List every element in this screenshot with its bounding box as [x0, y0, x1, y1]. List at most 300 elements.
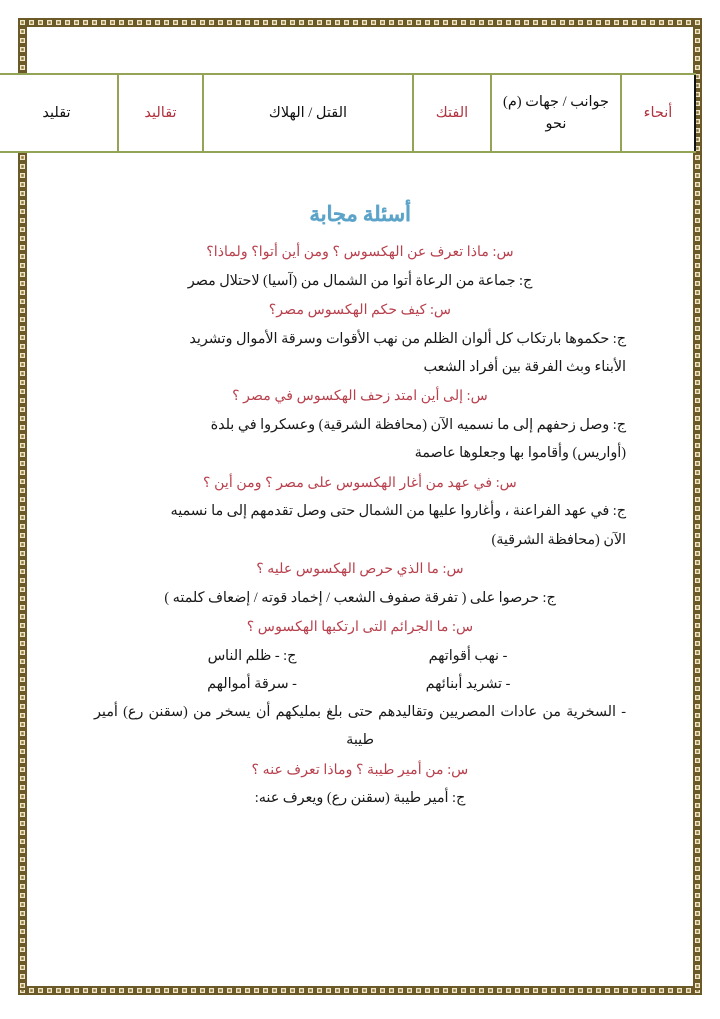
vocab-cell-1: جوانب / جهات (م) نحو: [491, 74, 621, 152]
border-bead: [693, 666, 702, 675]
border-bead: [504, 986, 513, 995]
border-bead: [18, 792, 27, 801]
border-bead: [18, 819, 27, 828]
border-bead: [369, 18, 378, 27]
answer-two-column-row: [60, 670, 660, 698]
border-bead: [693, 873, 702, 882]
border-bead: [18, 198, 27, 207]
border-bead: [144, 986, 153, 995]
border-bead: [693, 198, 702, 207]
border-bead: [495, 18, 504, 27]
border-bead: [18, 171, 27, 180]
vocab-cell-4: تقاليد: [118, 74, 203, 152]
border-bead: [18, 342, 27, 351]
border-bead: [693, 729, 702, 738]
border-bead: [693, 171, 702, 180]
border-bead: [693, 414, 702, 423]
border-bead: [27, 18, 36, 27]
border-bead: [648, 18, 657, 27]
border-bead: [675, 18, 684, 27]
border-bead: [18, 18, 27, 27]
border-bead: [18, 711, 27, 720]
border-bead: [693, 900, 702, 909]
border-bead: [18, 180, 27, 189]
border-bead: [639, 986, 648, 995]
border-bead: [18, 279, 27, 288]
border-bead: [117, 18, 126, 27]
border-bead: [18, 324, 27, 333]
border-bead: [693, 297, 702, 306]
border-bead: [18, 441, 27, 450]
border-bead: [621, 986, 630, 995]
border-bead: [207, 18, 216, 27]
border-bead: [279, 986, 288, 995]
border-bead: [18, 576, 27, 585]
border-bead: [72, 18, 81, 27]
border-bead: [18, 459, 27, 468]
border-bead: [18, 936, 27, 945]
border-bead: [693, 585, 702, 594]
qa-block: [60, 556, 660, 612]
border-bead: [18, 531, 27, 540]
border-bead: [18, 369, 27, 378]
border-bead: [693, 189, 702, 198]
border-bead: [693, 27, 702, 36]
border-bead: [18, 918, 27, 927]
border-bead: [18, 675, 27, 684]
border-bead: [18, 27, 27, 36]
border-bead: [603, 18, 612, 27]
border-bead: [27, 986, 36, 995]
border-bead: [18, 864, 27, 873]
border-bead: [162, 18, 171, 27]
border-bead: [693, 495, 702, 504]
border-bead: [693, 981, 702, 990]
border-bead: [693, 747, 702, 756]
border-bead: [693, 648, 702, 657]
border-bead: [693, 675, 702, 684]
border-bead: [234, 986, 243, 995]
border-bead: [45, 986, 54, 995]
border-bead: [549, 18, 558, 27]
border-bead: [477, 18, 486, 27]
answer-item: - سرقة أموالهم: [207, 675, 297, 692]
border-bead: [18, 189, 27, 198]
border-bead: [18, 495, 27, 504]
border-bead: [18, 243, 27, 252]
border-bead: [639, 18, 648, 27]
answer-text: الآن (محافظة الشرقية): [491, 531, 626, 548]
border-bead: [594, 18, 603, 27]
border-bead: [243, 18, 252, 27]
border-bead: [693, 684, 702, 693]
border-bead: [18, 927, 27, 936]
border-bead: [540, 18, 549, 27]
border-bead: [18, 252, 27, 261]
border-bead: [297, 986, 306, 995]
border-bead: [423, 986, 432, 995]
border-bead: [693, 693, 702, 702]
border-bead: [18, 405, 27, 414]
border-bead: [126, 18, 135, 27]
border-bead: [18, 621, 27, 630]
border-bead: [693, 855, 702, 864]
border-bead: [387, 986, 396, 995]
border-bead: [18, 477, 27, 486]
border-bead: [693, 567, 702, 576]
border-bead: [18, 396, 27, 405]
border-bead: [693, 756, 702, 765]
border-bead: [693, 180, 702, 189]
border-bead: [18, 693, 27, 702]
border-bead: [90, 986, 99, 995]
border-bead: [351, 986, 360, 995]
answer-text: ج: في عهد الفراعنة ، وأغاروا عليها من الشمال حتى وصل تقدمهم إلى ما نسميه: [170, 503, 626, 520]
border-bead: [18, 882, 27, 891]
border-bead: [486, 18, 495, 27]
question-text: س: ما الذي حرص الهكسوس عليه ؟: [256, 560, 464, 577]
question-text: س: إلى أين امتد زحف الهكسوس في مصر ؟: [232, 388, 488, 405]
vocab-cell-3: القتل / الهلاك: [203, 74, 413, 152]
border-bead: [18, 306, 27, 315]
border-bead: [351, 18, 360, 27]
border-bead: [693, 270, 702, 279]
qa-block: [60, 470, 660, 554]
vocab-cell-0: أنحاء: [621, 74, 695, 152]
border-bead: [18, 828, 27, 837]
border-bead: [18, 549, 27, 558]
border-bead: [18, 513, 27, 522]
border-bead: [432, 18, 441, 27]
vocab-cell-5: تقليد: [0, 74, 118, 152]
border-bead: [171, 986, 180, 995]
border-bead: [243, 986, 252, 995]
border-bead: [306, 18, 315, 27]
border-bead: [693, 18, 702, 27]
border-bead: [477, 986, 486, 995]
border-bead: [18, 900, 27, 909]
border-bead: [18, 783, 27, 792]
border-bead: [693, 396, 702, 405]
border-bead: [693, 882, 702, 891]
border-bead: [261, 986, 270, 995]
answer-text: ج: أمير طيبة (سقنن رع) ويعرف عنه:: [254, 790, 466, 807]
question-text: س: في عهد من أغار الهكسوس على مصر ؟ ومن أين ؟: [203, 474, 517, 491]
border-bead: [18, 63, 27, 72]
border-bead: [189, 18, 198, 27]
border-bead: [18, 774, 27, 783]
border-bead: [630, 18, 639, 27]
border-bead: [45, 18, 54, 27]
border-bead: [693, 234, 702, 243]
border-bead: [693, 702, 702, 711]
vocabulary-table-container: [42, 73, 696, 153]
border-bead: [18, 378, 27, 387]
border-bead: [216, 986, 225, 995]
border-bead: [531, 986, 540, 995]
border-bead: [666, 986, 675, 995]
border-bead: [18, 54, 27, 63]
border-bead: [18, 639, 27, 648]
answer-text: ج: حكموها بارتكاب كل ألوان الظلم من نهب الأقوات وسرقة الأموال وتشريد: [189, 330, 626, 347]
border-bead: [693, 405, 702, 414]
border-bead: [18, 909, 27, 918]
border-bead: [306, 986, 315, 995]
border-bead: [585, 18, 594, 27]
border-bead: [18, 351, 27, 360]
border-bead: [675, 986, 684, 995]
border-bead: [522, 18, 531, 27]
question-text: س: ماذا تعرف عن الهكسوس ؟ ومن أين أتوا؟ ولماذا؟: [206, 244, 514, 260]
border-bead: [18, 810, 27, 819]
border-bead: [18, 702, 27, 711]
border-bead: [387, 18, 396, 27]
border-bead: [72, 986, 81, 995]
border-bead: [270, 986, 279, 995]
border-bead: [693, 45, 702, 54]
answer-item: - تشريد أبنائهم: [425, 675, 511, 692]
border-bead: [225, 18, 234, 27]
border-bead: [693, 828, 702, 837]
border-bead: [18, 729, 27, 738]
border-bead: [18, 468, 27, 477]
border-bead: [171, 18, 180, 27]
border-bead: [693, 378, 702, 387]
answer-item: ج: - ظلم الناس: [207, 647, 297, 664]
border-bead: [693, 333, 702, 342]
border-bead: [693, 774, 702, 783]
border-bead: [693, 36, 702, 45]
border-bead: [540, 986, 549, 995]
border-bead: [18, 315, 27, 324]
border-bead: [432, 986, 441, 995]
border-bead: [657, 18, 666, 27]
border-bead: [693, 243, 702, 252]
border-bead: [693, 639, 702, 648]
border-bead: [693, 801, 702, 810]
border-bead: [693, 549, 702, 558]
border-bead: [198, 986, 207, 995]
border-bead: [18, 360, 27, 369]
document-sheet: [34, 34, 686, 979]
border-bead: [18, 45, 27, 54]
border-bead: [531, 18, 540, 27]
border-bead: [504, 18, 513, 27]
border-bead: [18, 333, 27, 342]
answer-text: - السخرية من عادات المصريين وتقاليدهم حتى بلغ بمليكهم أن يسخر من (سقنن رع) أمير طيبة: [94, 704, 626, 749]
border-bead: [279, 18, 288, 27]
border-bead: [288, 986, 297, 995]
border-bead: [126, 986, 135, 995]
qa-block: [60, 297, 660, 381]
answer-text: ج: وصل زحفهم إلى ما نسميه الآن (محافظة الشرقية) وعسكروا في بلدة: [210, 416, 626, 433]
border-bead: [603, 986, 612, 995]
border-bead: [513, 18, 522, 27]
border-bead: [693, 369, 702, 378]
border-bead: [18, 837, 27, 846]
border-bead: [693, 54, 702, 63]
border-bead: [612, 18, 621, 27]
border-bead: [486, 986, 495, 995]
border-bead: [18, 954, 27, 963]
border-bead: [693, 927, 702, 936]
border-bead: [567, 986, 576, 995]
qa-block: [60, 383, 660, 467]
border-bead: [99, 986, 108, 995]
border-bead: [693, 477, 702, 486]
qa-block: [60, 757, 660, 813]
border-bead: [693, 423, 702, 432]
vocabulary-table: [0, 73, 696, 153]
border-bead: [18, 657, 27, 666]
border-bead: [18, 765, 27, 774]
border-bead: [576, 986, 585, 995]
border-bead: [18, 963, 27, 972]
border-bead: [558, 986, 567, 995]
border-bead: [333, 986, 342, 995]
border-bead: [360, 18, 369, 27]
border-bead: [18, 297, 27, 306]
border-bead: [324, 986, 333, 995]
border-bead: [18, 972, 27, 981]
border-bead: [378, 18, 387, 27]
border-bead: [693, 918, 702, 927]
border-bead: [648, 986, 657, 995]
question-text: س: من أمير طيبة ؟ وماذا تعرف عنه ؟: [251, 761, 469, 778]
border-bead: [18, 603, 27, 612]
border-bead: [693, 225, 702, 234]
border-bead: [18, 684, 27, 693]
border-bead: [693, 909, 702, 918]
border-bead: [558, 18, 567, 27]
border-bead: [18, 153, 27, 162]
border-bead: [18, 234, 27, 243]
border-bead: [18, 225, 27, 234]
qa-list: [60, 239, 660, 815]
answer-two-column-row: [60, 642, 660, 670]
border-bead: [459, 18, 468, 27]
border-bead: [18, 648, 27, 657]
border-bead: [693, 432, 702, 441]
border-bead: [693, 216, 702, 225]
border-bead: [693, 558, 702, 567]
border-bead: [693, 441, 702, 450]
border-bead: [693, 387, 702, 396]
border-bead: [693, 711, 702, 720]
border-bead: [693, 513, 702, 522]
border-bead: [693, 783, 702, 792]
border-bead: [693, 288, 702, 297]
border-bead: [261, 18, 270, 27]
border-bead: [378, 986, 387, 995]
border-bead: [693, 972, 702, 981]
border-bead: [693, 936, 702, 945]
border-bead: [315, 986, 324, 995]
answer-text: (أواريس) وأقاموا بها وجعلوها عاصمة: [414, 445, 626, 462]
question-text: س: كيف حكم الهكسوس مصر؟: [268, 301, 452, 318]
border-bead: [549, 986, 558, 995]
border-bead: [225, 986, 234, 995]
border-bead: [693, 945, 702, 954]
border-bead: [693, 720, 702, 729]
border-bead: [693, 522, 702, 531]
border-bead: [36, 986, 45, 995]
border-beads-left: [18, 18, 27, 990]
border-bead: [693, 252, 702, 261]
border-bead: [324, 18, 333, 27]
border-bead: [153, 986, 162, 995]
border-bead: [162, 986, 171, 995]
border-bead: [18, 747, 27, 756]
qa-block: [60, 614, 660, 755]
border-bead: [450, 18, 459, 27]
border-bead: [18, 756, 27, 765]
border-bead: [207, 986, 216, 995]
answer-item: - نهب أقواتهم: [428, 647, 508, 664]
border-bead: [342, 18, 351, 27]
border-beads-right: [693, 18, 702, 990]
vocab-cell-2: الفتك: [413, 74, 491, 152]
border-bead: [693, 324, 702, 333]
border-bead: [414, 18, 423, 27]
border-bead: [144, 18, 153, 27]
border-bead: [135, 986, 144, 995]
border-bead: [18, 261, 27, 270]
border-bead: [693, 351, 702, 360]
border-bead: [693, 594, 702, 603]
border-bead: [36, 18, 45, 27]
border-bead: [693, 819, 702, 828]
border-bead: [666, 18, 675, 27]
border-bead: [693, 846, 702, 855]
border-bead: [693, 891, 702, 900]
border-bead: [405, 986, 414, 995]
border-bead: [18, 873, 27, 882]
border-bead: [297, 18, 306, 27]
border-bead: [495, 986, 504, 995]
border-bead: [693, 738, 702, 747]
border-bead: [18, 945, 27, 954]
border-bead: [693, 207, 702, 216]
border-bead: [18, 720, 27, 729]
border-bead: [18, 387, 27, 396]
border-bead: [693, 261, 702, 270]
border-bead: [693, 162, 702, 171]
border-bead: [513, 986, 522, 995]
border-bead: [684, 18, 693, 27]
answer-text: ج: حرصوا على ( تفرقة صفوف الشعب / إخماد قوته / إضعاف كلمته ): [164, 589, 556, 606]
border-bead: [693, 603, 702, 612]
border-bead: [18, 270, 27, 279]
border-bead: [18, 414, 27, 423]
border-bead: [18, 36, 27, 45]
border-bead: [441, 18, 450, 27]
border-bead: [18, 522, 27, 531]
border-bead: [693, 342, 702, 351]
border-bead: [18, 612, 27, 621]
border-bead: [18, 567, 27, 576]
border-bead: [18, 585, 27, 594]
border-bead: [693, 531, 702, 540]
border-bead: [693, 63, 702, 72]
border-bead: [18, 207, 27, 216]
border-bead: [405, 18, 414, 27]
border-bead: [135, 18, 144, 27]
border-beads-top: [18, 18, 702, 27]
border-bead: [684, 986, 693, 995]
border-bead: [18, 738, 27, 747]
border-bead: [18, 594, 27, 603]
